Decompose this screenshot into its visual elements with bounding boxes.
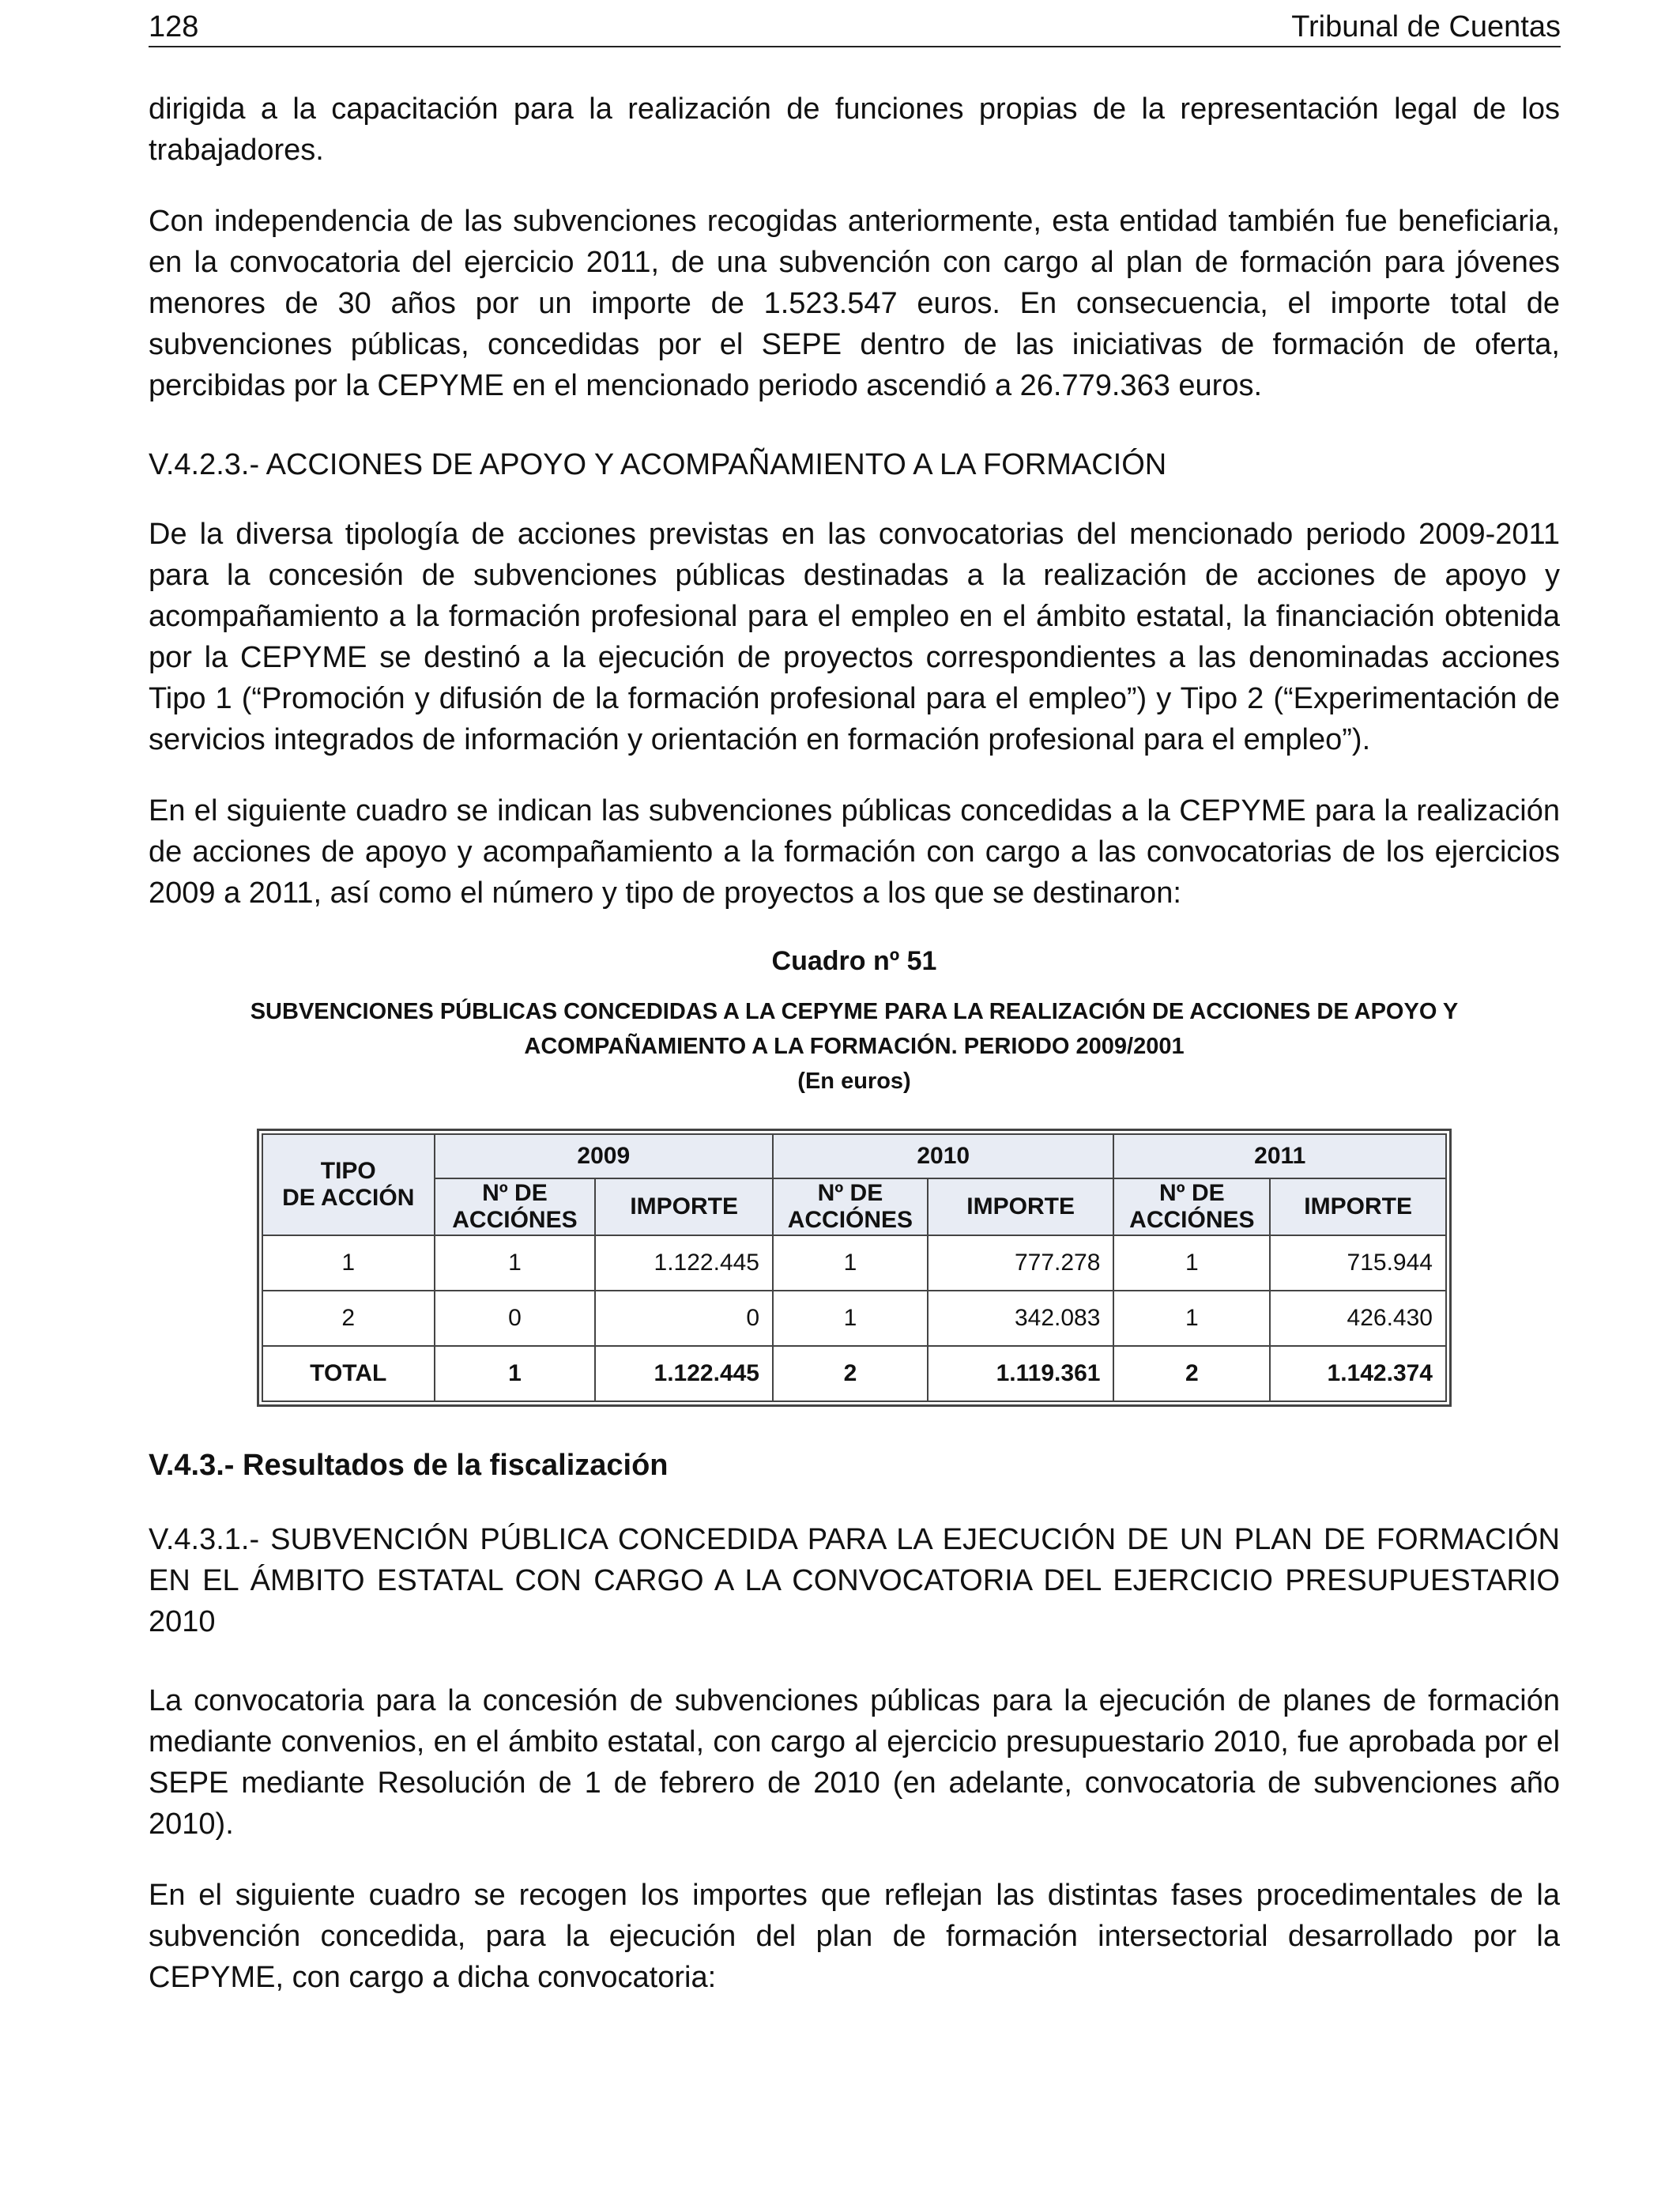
header-year-2009: 2009 <box>435 1134 773 1178</box>
cell-importe: 1.119.361 <box>928 1346 1114 1401</box>
heading-v4-3: V.4.3.- Resultados de la fiscalización <box>149 1449 669 1482</box>
paragraph-3: De la diversa tipología de acciones previstas en las convocatorias del mencionado periodo 2009-2011 para la concesión de subvenciones públicas destinadas a la realización de acciones de apoyo y acompañamiento a la formación profesional para el empleo en el ámbito estatal, la financiación obtenida por la CEPYME se destinó a la ejecución de proyectos correspondientes a las denominadas acciones Tipo 1 (“Promoción y difusión de la formación profesional para el empleo”) y Tipo 2 (“Experimentación de servicios integrados de información y orientación en formación profesional para el empleo”). <box>149 518 1560 756</box>
table-row <box>262 1235 1446 1291</box>
cell-num: 2 <box>773 1346 928 1401</box>
header-year-2011: 2011 <box>1113 1134 1446 1178</box>
subsidies-table-frame <box>257 1129 1452 1407</box>
cell-importe: 0 <box>595 1291 773 1346</box>
cell-tipo: 2 <box>262 1291 435 1346</box>
page-content <box>149 89 1560 2028</box>
cell-importe: 715.944 <box>1270 1235 1446 1291</box>
table-header-row-years <box>262 1134 1446 1178</box>
header-importe: IMPORTE <box>928 1178 1114 1235</box>
cell-importe: 1.122.445 <box>595 1235 773 1291</box>
page-header <box>149 8 1561 47</box>
table-row <box>262 1291 1446 1346</box>
table-title-line-1: SUBVENCIONES PÚBLICAS CONCEDIDAS A LA CEPYME PARA LA REALIZACIÓN DE ACCIONES DE APOYO Y <box>250 999 1459 1024</box>
paragraph-4: En el siguiente cuadro se indican las subvenciones públicas concedidas a la CEPYME para la realización de acciones de apoyo y acompañamiento a la formación con cargo a las convocatorias de los ejercicios 2009 a 2011, así como el número y tipo de proyectos a los que se destinaron: <box>149 794 1560 910</box>
table-total-row <box>262 1346 1446 1401</box>
header-num-line-2: ACCIÓNES <box>452 1207 578 1233</box>
table-caption <box>149 944 1560 1099</box>
subsidies-table <box>262 1133 1447 1402</box>
cell-importe: 1.142.374 <box>1270 1346 1446 1401</box>
paragraph-1: dirigida a la capacitación para la realización de funciones propias de la representación legal de los trabajadores. <box>149 92 1560 167</box>
section-heading-v4-3-1: V.4.3.1.- SUBVENCIÓN PÚBLICA CONCEDIDA PARA LA EJECUCIÓN DE UN PLAN DE FORMACIÓN EN EL ÁMBITO ESTATAL CON CARGO A LA CONVOCATORIA DEL EJERCICIO PRESUPUESTARIO 2010 <box>149 1523 1560 1638</box>
header-num-line-1: Nº DE <box>482 1180 548 1206</box>
header-importe: IMPORTE <box>595 1178 773 1235</box>
cell-importe: 342.083 <box>928 1291 1114 1346</box>
header-importe: IMPORTE <box>1270 1178 1446 1235</box>
header-tipo-line-1: TIPO <box>320 1158 376 1184</box>
cell-num: 2 <box>1113 1346 1270 1401</box>
table-title-line-2: ACOMPAÑAMIENTO A LA FORMACIÓN. PERIODO 2009/2001 <box>524 1034 1185 1059</box>
table-number: Cuadro nº 51 <box>771 946 937 976</box>
header-tipo-accion <box>262 1134 435 1235</box>
header-num-line-2: ACCIÓNES <box>1129 1207 1255 1233</box>
header-tipo-line-2: DE ACCIÓN <box>282 1185 415 1211</box>
cell-num: 1 <box>773 1235 928 1291</box>
cell-num: 1 <box>435 1346 596 1401</box>
paragraph-6: En el siguiente cuadro se recogen los importes que reflejan las distintas fases procedimentales de la subvención concedida, para la ejecución del plan de formación intersectorial desarrollado por la CEPYME, con cargo a dicha convocatoria: <box>149 1879 1560 1994</box>
header-num-line-1: Nº DE <box>1159 1180 1225 1206</box>
header-num-acciones <box>773 1178 928 1235</box>
cell-num: 0 <box>435 1291 596 1346</box>
header-num-line-1: Nº DE <box>817 1180 883 1206</box>
cell-num: 1 <box>1113 1291 1270 1346</box>
cell-importe: 777.278 <box>928 1235 1114 1291</box>
cell-total-label: TOTAL <box>262 1346 435 1401</box>
section-heading-v4-2-3: V.4.2.3.- ACCIONES DE APOYO Y ACOMPAÑAMIENTO A LA FORMACIÓN <box>149 448 1167 481</box>
header-num-acciones <box>435 1178 596 1235</box>
header-year-2010: 2010 <box>773 1134 1113 1178</box>
page-number: 128 <box>149 10 199 43</box>
header-num-acciones <box>1113 1178 1270 1235</box>
cell-tipo: 1 <box>262 1235 435 1291</box>
publisher-name: Tribunal de Cuentas <box>1291 10 1561 43</box>
paragraph-5: La convocatoria para la concesión de subvenciones públicas para la ejecución de planes de formación mediante convenios, en el ámbito estatal, con cargo al ejercicio presupuestario 2010, fue aprobada por el SEPE mediante Resolución de 1 de febrero de 2010 (en adelante, convocatoria de subvenciones año 2010). <box>149 1684 1560 1841</box>
header-num-line-2: ACCIÓNES <box>787 1207 913 1233</box>
paragraph-2: Con independencia de las subvenciones recogidas anteriormente, esta entidad también fue beneficiaria, en la convocatoria del ejercicio 2011, de una subvención con cargo al plan de formación para jóvenes menores de 30 años por un importe de 1.523.547 euros. En consecuencia, el importe total de subvenciones públicas, concedidas por el SEPE dentro de las iniciativas de formación de oferta, percibidas por la CEPYME en el mencionado periodo ascendió a 26.779.363 euros. <box>149 205 1560 402</box>
cell-importe: 426.430 <box>1270 1291 1446 1346</box>
cell-importe: 1.122.445 <box>595 1346 773 1401</box>
table-header-row-columns <box>262 1178 1446 1235</box>
cell-num: 1 <box>773 1291 928 1346</box>
cell-num: 1 <box>1113 1235 1270 1291</box>
cell-num: 1 <box>435 1235 596 1291</box>
table-unit: (En euros) <box>797 1069 911 1094</box>
